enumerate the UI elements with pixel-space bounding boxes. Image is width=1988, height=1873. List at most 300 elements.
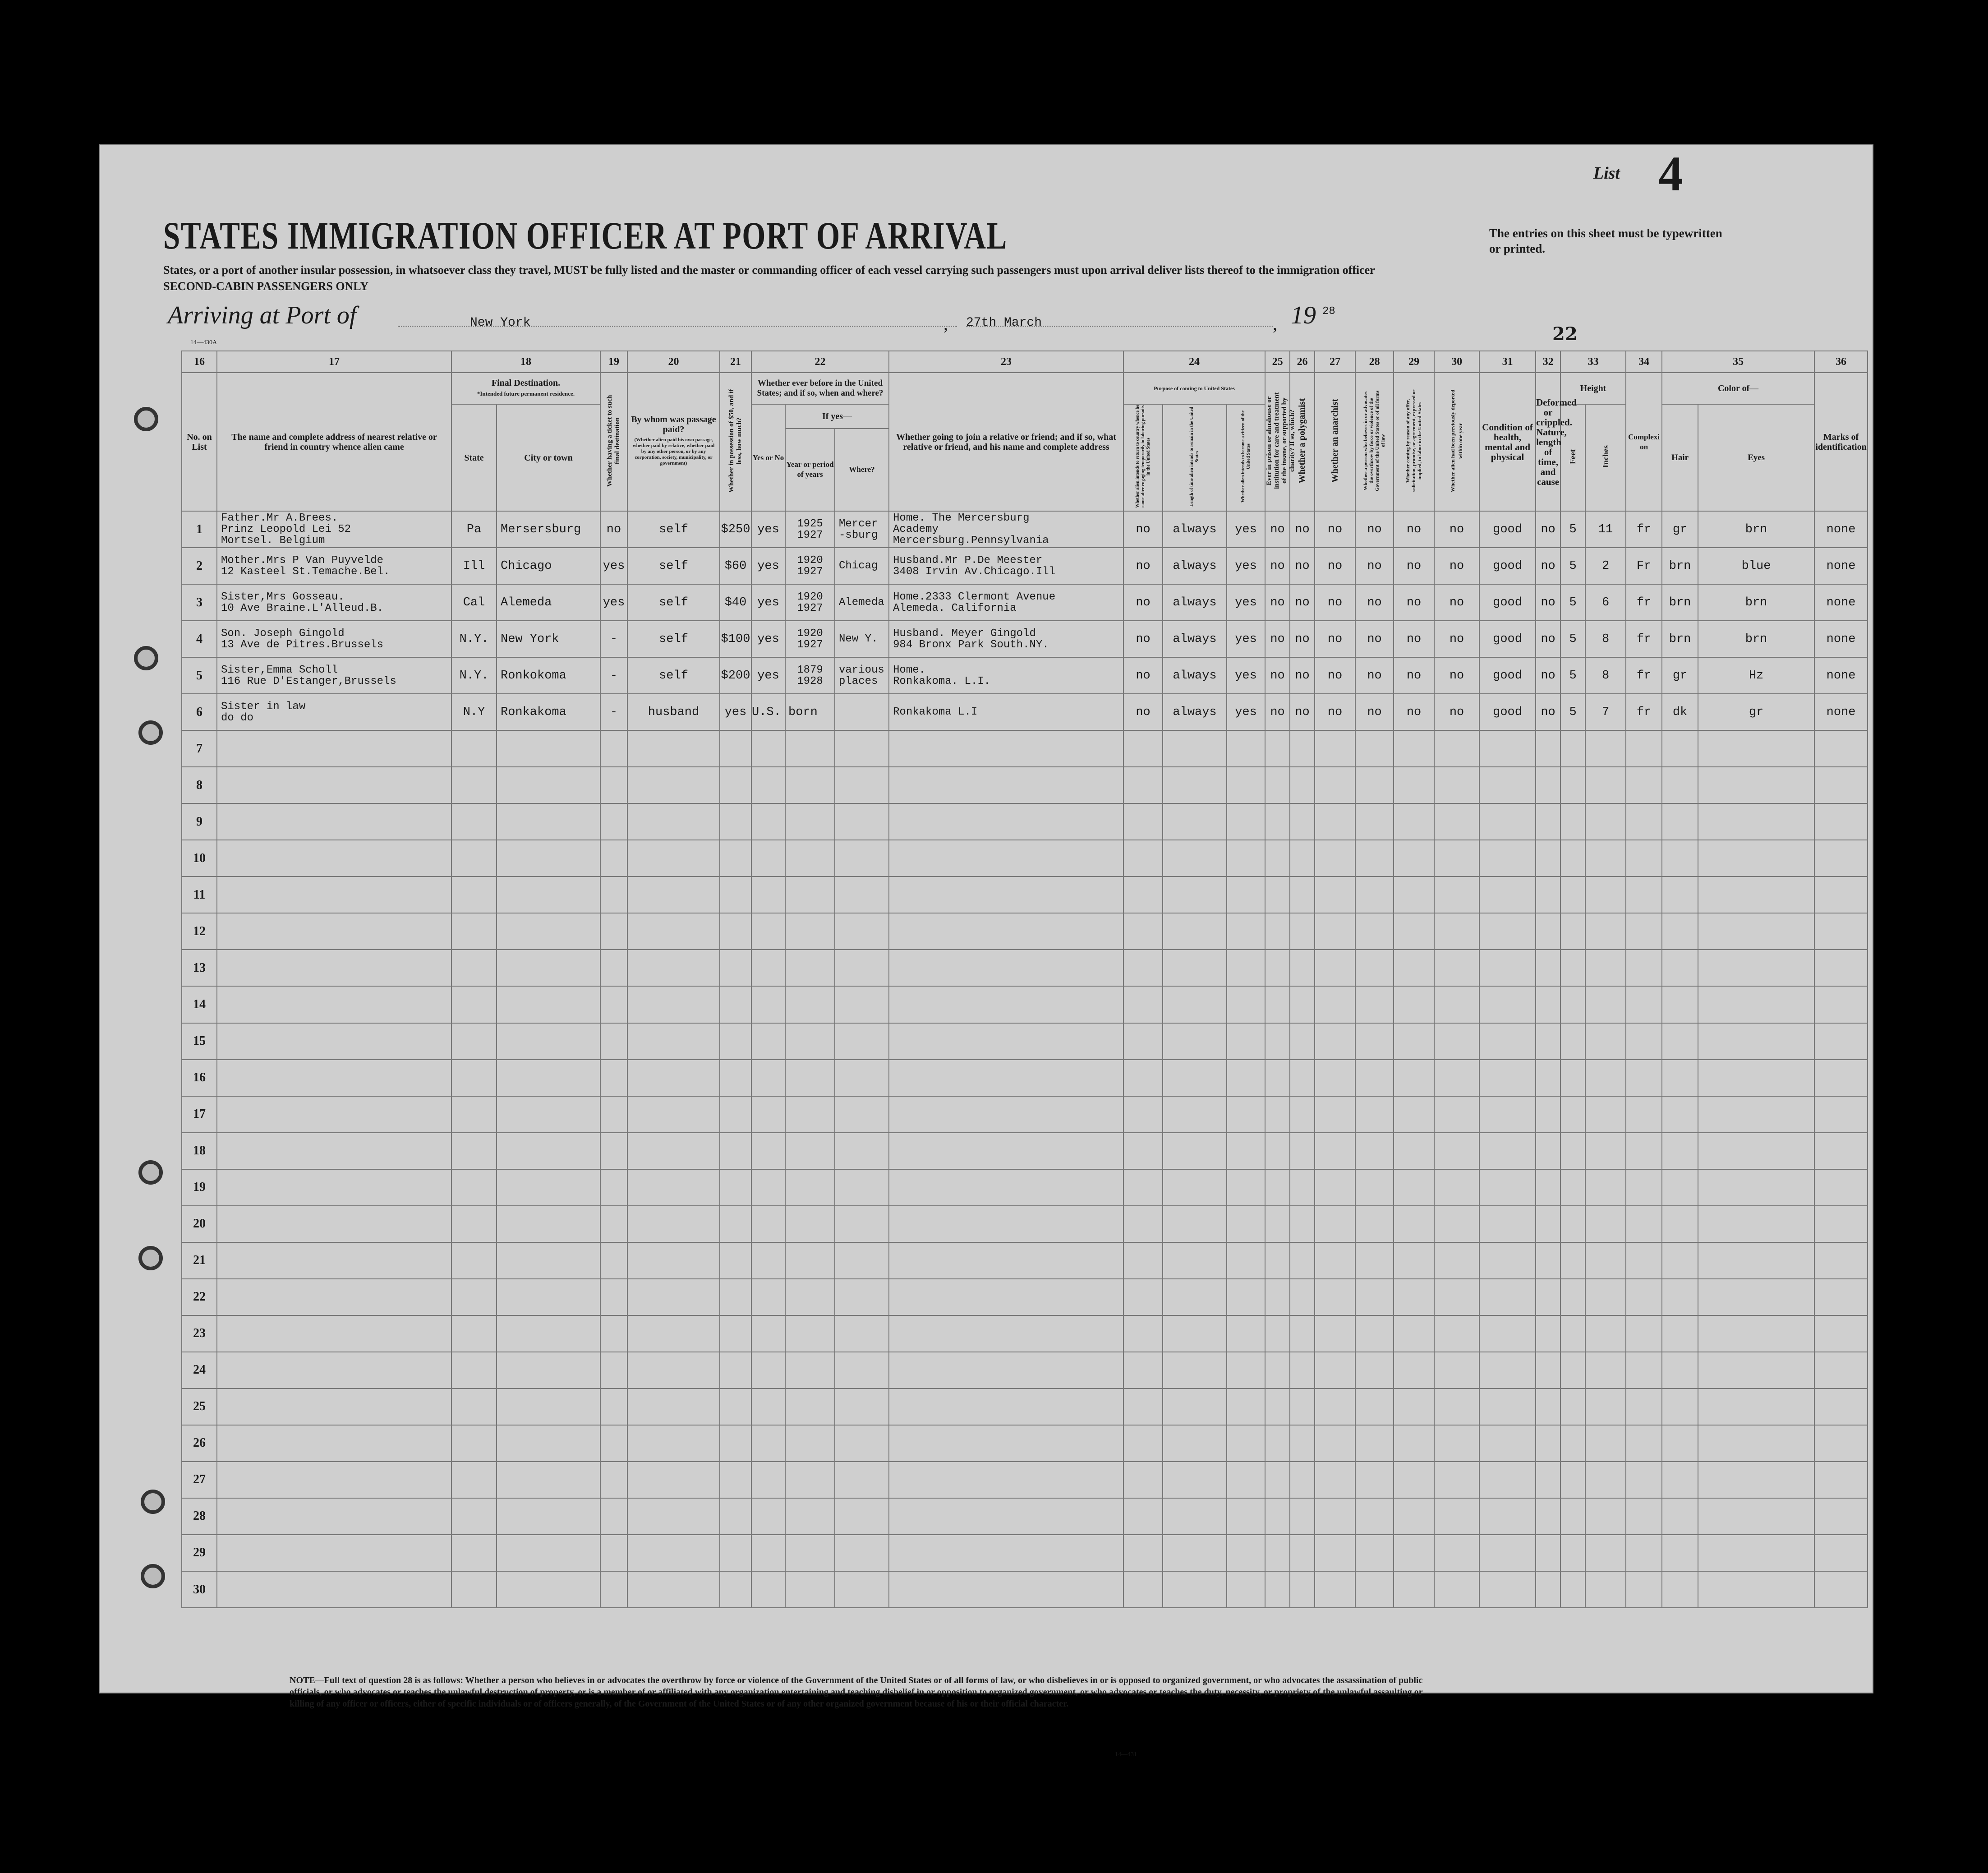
empty-cell	[627, 730, 720, 767]
empty-cell	[1290, 1352, 1315, 1389]
cell-prison	[1265, 548, 1290, 584]
empty-cell	[1265, 1242, 1290, 1279]
empty-cell	[1434, 1352, 1479, 1389]
blank-table-row	[182, 730, 1868, 767]
empty-cell	[720, 803, 751, 840]
cell-line: Alemeda	[501, 595, 552, 609]
cell-line: no	[1449, 559, 1464, 573]
empty-cell	[1163, 877, 1227, 913]
cell-inches	[1585, 694, 1626, 730]
empty-cell	[1479, 950, 1536, 986]
empty-cell	[1123, 1060, 1163, 1096]
cell-line: Hz	[1749, 669, 1764, 683]
cell-line: no	[606, 522, 621, 536]
cell-where	[835, 694, 889, 730]
empty-cell	[627, 1535, 720, 1571]
col-feet: Feet	[1560, 404, 1585, 511]
empty-cell	[1434, 1096, 1479, 1133]
empty-cell	[1814, 1315, 1868, 1352]
empty-cell	[1698, 1462, 1814, 1498]
empty-cell	[1394, 1425, 1434, 1462]
empty-cell	[889, 1315, 1123, 1352]
blank-table-row	[182, 1498, 1868, 1535]
cell-line: 5	[1569, 669, 1577, 683]
empty-cell	[627, 1462, 720, 1498]
empty-cell	[1662, 986, 1698, 1023]
cell-inches	[1585, 657, 1626, 694]
empty-cell	[785, 1023, 835, 1060]
empty-cell	[1479, 840, 1536, 877]
cell-purpose-length	[1163, 548, 1227, 584]
empty-cell	[1315, 767, 1355, 803]
empty-cell	[835, 877, 889, 913]
empty-cell	[217, 730, 451, 767]
blank-table-row	[182, 1023, 1868, 1060]
cell-purpose-length	[1163, 657, 1227, 694]
cell-line: yes	[1235, 669, 1257, 683]
cell-line: no	[1327, 595, 1343, 609]
empty-cell	[1698, 1023, 1814, 1060]
empty-cell	[1315, 950, 1355, 986]
empty-cell	[1123, 840, 1163, 877]
cell-marks	[1814, 548, 1868, 584]
cell-hair	[1662, 694, 1698, 730]
empty-cell	[1536, 730, 1560, 767]
empty-cell	[497, 1242, 600, 1279]
empty-cell	[1315, 1425, 1355, 1462]
empty-cell	[1163, 1060, 1227, 1096]
cell-line: Chicago	[501, 559, 552, 573]
empty-cell	[1434, 1206, 1479, 1242]
cell-line: no	[1541, 559, 1555, 573]
cell-inches	[1585, 621, 1626, 657]
cell-q28	[1355, 694, 1394, 730]
empty-cell	[217, 767, 451, 803]
cell-line: yes	[1235, 559, 1257, 573]
empty-cell	[1585, 1498, 1626, 1535]
empty-cell	[1265, 1133, 1290, 1169]
empty-cell	[720, 1169, 751, 1206]
empty-cell	[1662, 1060, 1698, 1096]
empty-cell	[720, 1133, 751, 1169]
cell-paid-by	[627, 621, 720, 657]
cell-line: Ronkokoma	[501, 669, 566, 683]
col-ticket: Whether having a ticket to such final destination	[600, 373, 627, 511]
empty-cell	[1265, 1096, 1290, 1133]
empty-cell	[1265, 1571, 1290, 1608]
empty-cell	[1123, 803, 1163, 840]
punch-hole	[138, 720, 163, 745]
empty-cell	[451, 986, 497, 1023]
empty-cell	[1814, 913, 1868, 950]
empty-cell	[1315, 1133, 1355, 1169]
cell-years	[785, 511, 835, 548]
empty-cell	[751, 1425, 785, 1462]
entries-note: The entries on this sheet must be typewritten or printed.	[1489, 226, 1722, 255]
col-before-us: Whether ever before in the United States; and if so, when and where?	[751, 373, 889, 404]
col-money: Whether in possession of $50, and if less, how much?	[720, 373, 751, 511]
cell-line: husband	[648, 705, 699, 719]
empty-cell	[1434, 950, 1479, 986]
empty-cell	[1698, 986, 1814, 1023]
empty-cell	[217, 1096, 451, 1133]
empty-cell	[1479, 1023, 1536, 1060]
empty-cell	[835, 1425, 889, 1462]
empty-cell	[497, 1498, 600, 1535]
empty-cell	[1315, 913, 1355, 950]
empty-cell	[1163, 767, 1227, 803]
cell-line: no	[1327, 522, 1343, 536]
cell-line: no	[1295, 705, 1310, 719]
row-number: 27	[182, 1462, 217, 1498]
cell-before-yes-no	[751, 548, 785, 584]
cell-joining	[889, 548, 1123, 584]
cell-relative-address	[217, 548, 451, 584]
empty-cell	[1315, 1352, 1355, 1389]
empty-cell	[451, 1571, 497, 1608]
cell-line: fr	[1636, 705, 1652, 719]
empty-cell	[1626, 767, 1662, 803]
empty-cell	[1585, 1206, 1626, 1242]
empty-cell	[1290, 767, 1315, 803]
empty-cell	[1434, 1169, 1479, 1206]
cell-line: Home.2333 Clermont Avenue	[893, 591, 1056, 603]
empty-cell	[1265, 1206, 1290, 1242]
empty-cell	[835, 1133, 889, 1169]
cell-line: do do	[221, 711, 254, 724]
empty-cell	[785, 1206, 835, 1242]
cell-where	[835, 584, 889, 621]
cell-line: no	[1295, 595, 1310, 609]
cell-anarchist	[1315, 511, 1355, 548]
empty-cell	[497, 1571, 600, 1608]
cell-line: fr	[1636, 669, 1652, 683]
empty-cell	[1536, 1462, 1560, 1498]
empty-cell	[785, 730, 835, 767]
col-condition: Condition of health, mental and physical	[1479, 373, 1536, 511]
cell-years	[785, 621, 835, 657]
empty-cell	[1394, 1169, 1434, 1206]
empty-cell	[1290, 1535, 1315, 1571]
col-anarchist: Whether an anarchist	[1315, 373, 1355, 511]
blank-table-row	[182, 1352, 1868, 1389]
empty-cell	[835, 1535, 889, 1571]
punch-hole	[134, 407, 158, 431]
empty-cell	[600, 1060, 627, 1096]
col-polygamist: Whether a polygamist	[1290, 373, 1315, 511]
empty-cell	[1394, 1206, 1434, 1242]
cell-deformed	[1536, 584, 1560, 621]
empty-cell	[451, 950, 497, 986]
list-number: 4	[1658, 146, 1683, 201]
cell-line: 2	[1601, 559, 1610, 573]
empty-cell	[497, 913, 600, 950]
empty-cell	[1394, 1133, 1434, 1169]
empty-cell	[1355, 1462, 1394, 1498]
cell-city	[497, 657, 600, 694]
empty-cell	[600, 950, 627, 986]
cell-ticket	[600, 548, 627, 584]
cell-line: no	[1449, 522, 1464, 536]
empty-cell	[1434, 730, 1479, 767]
empty-cell	[1536, 1206, 1560, 1242]
table-row	[182, 657, 1868, 694]
empty-cell	[1290, 1315, 1315, 1352]
empty-cell	[217, 1571, 451, 1608]
row-number: 20	[182, 1206, 217, 1242]
cell-line: none	[1826, 669, 1856, 683]
empty-cell	[1227, 1133, 1265, 1169]
cell-city	[497, 548, 600, 584]
empty-cell	[1123, 1133, 1163, 1169]
empty-cell	[1626, 1242, 1662, 1279]
cell-row-number	[182, 584, 217, 621]
empty-cell	[720, 730, 751, 767]
cell-line: no	[1136, 595, 1150, 609]
empty-cell	[1479, 913, 1536, 950]
cell-purpose-length	[1163, 511, 1227, 548]
cell-line: no	[1270, 705, 1285, 719]
cell-line: -sburg	[839, 529, 878, 541]
cell-line: no	[1406, 559, 1422, 573]
cell-line: no	[1327, 559, 1343, 573]
table-row	[182, 548, 1868, 584]
empty-cell	[1626, 913, 1662, 950]
cell-line: brn	[1745, 632, 1767, 646]
empty-cell	[1814, 1462, 1868, 1498]
empty-cell	[1290, 1571, 1315, 1608]
empty-cell	[751, 1206, 785, 1242]
empty-cell	[1265, 1462, 1290, 1498]
cell-q30	[1434, 584, 1479, 621]
empty-cell	[889, 1169, 1123, 1206]
empty-cell	[1315, 803, 1355, 840]
empty-cell	[1560, 986, 1585, 1023]
empty-cell	[751, 1352, 785, 1389]
cell-inches	[1585, 548, 1626, 584]
empty-cell	[497, 840, 600, 877]
empty-cell	[627, 1023, 720, 1060]
cell-line: no	[1295, 559, 1310, 573]
empty-cell	[600, 1352, 627, 1389]
cell-q30	[1434, 657, 1479, 694]
empty-cell	[451, 877, 497, 913]
empty-cell	[1536, 950, 1560, 986]
cell-prison	[1265, 584, 1290, 621]
empty-cell	[217, 1206, 451, 1242]
cell-purpose-citizen	[1227, 584, 1265, 621]
empty-cell	[451, 1535, 497, 1571]
cell-line: 6	[1601, 595, 1610, 609]
empty-cell	[627, 1206, 720, 1242]
cell-line: yes	[757, 522, 779, 536]
empty-cell	[1227, 1425, 1265, 1462]
row-number: 10	[182, 840, 217, 877]
empty-cell	[1355, 877, 1394, 913]
cell-line: dk	[1672, 705, 1688, 719]
empty-cell	[1315, 1060, 1355, 1096]
col-relative-home: The name and complete address of nearest relative or friend in country whence alien came	[217, 373, 451, 511]
empty-cell	[1560, 1242, 1585, 1279]
empty-cell	[1662, 1462, 1698, 1498]
cell-where	[835, 548, 889, 584]
cell-line: none	[1826, 559, 1856, 573]
empty-cell	[1560, 1060, 1585, 1096]
empty-cell	[497, 1023, 600, 1060]
empty-cell	[1163, 1279, 1227, 1315]
empty-cell	[785, 1242, 835, 1279]
list-label: List	[1593, 164, 1620, 183]
empty-cell	[889, 1571, 1123, 1608]
empty-cell	[1290, 1206, 1315, 1242]
empty-cell	[497, 730, 600, 767]
empty-cell	[785, 767, 835, 803]
cell-deformed	[1536, 694, 1560, 730]
cell-line: yes	[1235, 522, 1257, 536]
empty-cell	[1626, 1352, 1662, 1389]
empty-cell	[217, 1023, 451, 1060]
empty-cell	[1290, 1169, 1315, 1206]
cell-line: self	[659, 632, 688, 646]
cell-eyes	[1698, 657, 1814, 694]
empty-cell	[1626, 1425, 1662, 1462]
cell-line: 3	[196, 595, 202, 609]
cell-line: fr	[1636, 632, 1652, 646]
cell-relative-address	[217, 584, 451, 621]
empty-cell	[600, 1315, 627, 1352]
empty-cell	[1163, 1169, 1227, 1206]
empty-cell	[720, 1535, 751, 1571]
empty-cell	[1585, 1133, 1626, 1169]
row-number: 30	[182, 1571, 217, 1608]
manifest-sheet: List 4 The entries on this sheet must be typewritten or printed. STATES IMMIGRATION OFFICER AT PORT OF ARRIVAL States, or a port of another insular possession, in whatsoever class they travel, MUST be fully listed and the master or commanding officer of each vessel carrying such passengers must upon arrival deliver lists thereof to the immigration officer SECOND-CABIN PASSENGERS ONLY Arriving at Port of New York , 27th March , 19 28 14—430A 22 16 17 18 19 20 21 22 23 24 25 26 27 28 29 30 31 32 33 34 35 36 No. on List The name and complete address of nearest relative or friend in country whence alien came Final Destination. *Intended future permanent residence. Whether having a ticket to such final destination By whom was passage paid? (Whether alien paid his own passage, whether paid by relative, whether paid by any other person, or by any corporation, society, municipality, or government) Whether in possession of $50, and if less, how much? Whether ever before in the United States; and if so, when and where? Whether going to join a relative or friend; and if so, what relative or friend, and his name and complete address Purpose of coming to United States Ever in prison or almshouse or institution for care and treatment of the insane, or supported by charity? If so, which? Whether a polygamist Whether an anarchist Whether a person who believes in or advocates the overthrow by force or violence of the Government of the United States or of all forms of law Whether coming by reason of any offer, solicitation, promise, or agreement, expressed or implied, to labor in the United States Whether alien had been previously deported within one year Condition of health, mental and physical Deformed or crippled. Nature, length of time, and cause Height Complexion Color of— Marks of identification State City or town Yes or No If yes— Whether alien intends to return to country whence he came after engaging temporarily in laboring pursuits in the United States Length of time alien intends to remain in the United States Whether alien intends to become a citizen of the United States Feet Inches Hair Eyes Year or period of years Where? 1 Father.Mr A.Brees. Prinz Leopold Lei 52 Mortsel. Belgium Pa Mersersburg no self $250 yes 1925 1927 Mercer -sburg Home. The Mercersburg Academy Mercersburg.Pennsylvania no always yes no no no no no no good no 5 11 fr gr brn none 2 Mother.Mrs P Van Puyvelde 12 Kasteel St.Temache.Bel. Ill Chicago yes self $60 yes 1920 1927 Chicag Husband.Mr P.De Meester 3408 Irvin Av.Chicago.Ill no always yes no no no no no no good no 5 2 Fr brn blue none 3 Sister,Mrs Gosseau. 10 Ave Braine.L'Alleud.B. Cal Alemeda yes self $40 yes 1920 1927 Alemeda Home.2333 Clermont Avenue Alemeda. California no always yes no no no no no no good no 5 6 fr brn brn none 4 Son. Joseph Gingold 13 Ave de Pitres.Brussels N.Y. New York - self $100 yes 1920 1927 New Y. Husband. Meyer Gingold 984 Bronx Park South.NY. no always yes no no no no no no good no 5 8 fr brn brn none 5 Sister,Emma Scholl 116 Rue D'Estanger,Brussels N.Y. Ronkokoma - self $200 yes 1879 1928 various places Home. Ronkakoma. L.I. no always yes no no no no no no good no 5 8 fr gr Hz none 6 Sister in law do do N.Y Ronkakoma - husband yes U.S. born Ronkakoma L.I no always yes no no no no no no good no 5 7 fr dk gr none 7 8 9 10 11 12 13 14 15 16 17 18 19 20 21 22 23 24 25 26 27 28 29 30 NOTE—Full text of question 28 is as follows: Whether a person who believes in or advocates the overthrow by force or violence of the Government of the United States or of all forms of law, or who disbelieves in or is opposed to organized government, or who advocates the assassination of public officials, or who advocates or teaches the unlawful destruction of property, or is a member of or affiliated with any organization entertaining and teaching disbelief in or opposition to organized government, or who advocates or teaches the duty, necessity, or propriety of the unlawful assaulting or killing of any officer or officers, either of specific individuals or of officers generally, of the Government of the United States or of any other organized government because of his or their official character. 14—431	[99, 144, 1873, 1693]
cell-deformed	[1536, 511, 1560, 548]
empty-cell	[1662, 1571, 1698, 1608]
empty-cell	[600, 1571, 627, 1608]
cell-purpose-return	[1123, 511, 1163, 548]
cell-before-yes-no	[751, 511, 785, 548]
cell-line: 1927	[797, 565, 823, 578]
cell-line: no	[1136, 632, 1150, 646]
cell-line: 1928	[797, 675, 823, 687]
cell-money	[720, 657, 751, 694]
col-year-period: Year or period of years	[785, 429, 835, 511]
empty-cell	[217, 1535, 451, 1571]
empty-cell	[1662, 1023, 1698, 1060]
cell-before-yes-no	[751, 657, 785, 694]
empty-cell	[1227, 803, 1265, 840]
row-number: 15	[182, 1023, 217, 1060]
cell-row-number	[182, 621, 217, 657]
empty-cell	[1698, 1206, 1814, 1242]
cell-line: 2	[196, 558, 202, 573]
empty-cell	[1626, 1096, 1662, 1133]
empty-cell	[785, 1425, 835, 1462]
empty-cell	[1560, 1206, 1585, 1242]
cell-line: Mercer	[839, 517, 878, 530]
empty-cell	[1536, 1169, 1560, 1206]
empty-cell	[1626, 1169, 1662, 1206]
cell-where	[835, 621, 889, 657]
empty-cell	[1698, 1498, 1814, 1535]
cell-line: Chicag	[839, 560, 878, 572]
empty-cell	[1560, 1023, 1585, 1060]
col-purpose-a: Whether alien intends to return to country whence he came after engaging temporarily in laboring pursuits in the United States	[1123, 404, 1163, 511]
empty-cell	[720, 1315, 751, 1352]
blank-table-row	[182, 913, 1868, 950]
col-city: City or town	[497, 404, 600, 511]
cell-line: N.Y.	[459, 669, 489, 683]
col-q28: Whether a person who believes in or advocates the overthrow by force or violence of the Government of the United States or of all forms of law	[1355, 373, 1394, 511]
port-value: New York	[470, 316, 531, 330]
empty-cell	[1394, 1315, 1434, 1352]
cell-complexion	[1626, 584, 1662, 621]
cell-row-number	[182, 657, 217, 694]
empty-cell	[1698, 1169, 1814, 1206]
cell-eyes	[1698, 584, 1814, 621]
empty-cell	[1626, 730, 1662, 767]
empty-cell	[1560, 1279, 1585, 1315]
empty-cell	[1434, 877, 1479, 913]
cell-line: 12 Kasteel St.Temache.Bel.	[221, 565, 390, 578]
empty-cell	[1355, 1425, 1394, 1462]
cell-line: 984 Bronx Park South.NY.	[893, 638, 1049, 651]
empty-cell	[1123, 1206, 1163, 1242]
cell-line: self	[659, 595, 688, 609]
cell-line: no	[1270, 522, 1285, 536]
empty-cell	[785, 1389, 835, 1425]
cell-anarchist	[1315, 584, 1355, 621]
empty-cell	[600, 1279, 627, 1315]
empty-cell	[785, 1498, 835, 1535]
empty-cell	[1394, 1060, 1434, 1096]
empty-cell	[1163, 1535, 1227, 1571]
blank-table-row	[182, 1096, 1868, 1133]
cell-purpose-return	[1123, 548, 1163, 584]
empty-cell	[1394, 1096, 1434, 1133]
empty-cell	[1626, 877, 1662, 913]
empty-cell	[889, 1060, 1123, 1096]
empty-cell	[1585, 1096, 1626, 1133]
empty-cell	[1123, 1315, 1163, 1352]
empty-cell	[1394, 730, 1434, 767]
empty-cell	[1814, 1169, 1868, 1206]
empty-cell	[751, 1096, 785, 1133]
cell-line: 5	[1569, 595, 1577, 609]
empty-cell	[1536, 1352, 1560, 1389]
cell-line: blue	[1741, 559, 1771, 573]
cell-line: no	[1367, 632, 1382, 646]
row-number: 19	[182, 1169, 217, 1206]
page-title: STATES IMMIGRATION OFFICER AT PORT OF ARRIVAL	[163, 214, 1008, 257]
cell-line: Husband. Meyer Gingold	[893, 627, 1036, 640]
empty-cell	[627, 1279, 720, 1315]
empty-cell	[1698, 1389, 1814, 1425]
empty-cell	[600, 1169, 627, 1206]
empty-cell	[1479, 1389, 1536, 1425]
empty-cell	[451, 1096, 497, 1133]
cell-line: yes	[1235, 595, 1257, 609]
empty-cell	[1315, 1535, 1355, 1571]
empty-cell	[1163, 913, 1227, 950]
empty-cell	[1290, 913, 1315, 950]
empty-cell	[1560, 950, 1585, 986]
empty-cell	[1585, 840, 1626, 877]
empty-cell	[1662, 803, 1698, 840]
cell-relative-address	[217, 657, 451, 694]
cell-purpose-citizen	[1227, 511, 1265, 548]
empty-cell	[785, 1352, 835, 1389]
